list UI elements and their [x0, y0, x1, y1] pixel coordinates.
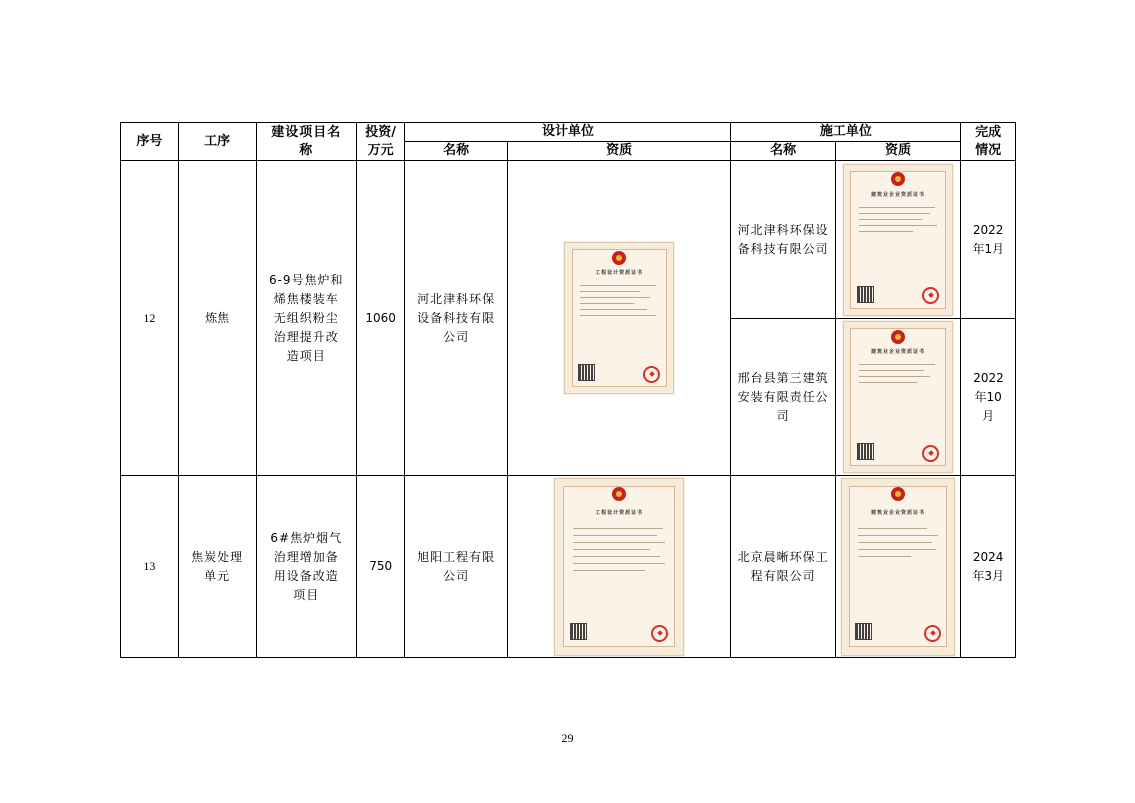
- header-investment-text: 投资/万元: [365, 124, 397, 158]
- page-number: 29: [561, 731, 574, 745]
- official-seal-icon: [922, 287, 939, 304]
- national-emblem-icon: [891, 330, 905, 344]
- row13-design-name: [405, 476, 507, 658]
- qr-code-icon: [578, 364, 595, 381]
- row13-process-text: 焦炭处理单元: [191, 549, 244, 583]
- row12-contractor2-qualification: [835, 319, 961, 476]
- header-construction-qualification: 资质: [835, 142, 961, 161]
- row12-contractor1-completion-text: 2022年1月: [972, 222, 1004, 256]
- table-row: [121, 476, 1016, 658]
- row12-project: [256, 161, 356, 476]
- row13-project: [256, 476, 356, 658]
- row13-design-name-text: 旭阳工程有限公司: [417, 549, 496, 583]
- table-row: [121, 161, 1016, 319]
- certificate-title: 工程设计资质证书: [595, 510, 644, 517]
- row12-contractor2-name-text: 邢台县第三建筑安装有限责任公司: [737, 370, 829, 423]
- header-process: 工序: [178, 123, 256, 161]
- header-design-unit: 设计单位: [405, 123, 731, 142]
- row13-contractor-name-text: 北京晨晰环保工程有限公司: [737, 549, 829, 583]
- contractor-certificate-image: [843, 321, 953, 473]
- row12-contractor2-completion: [961, 319, 1016, 476]
- design-certificate-image: [564, 242, 674, 394]
- project-table: [120, 122, 1016, 658]
- row13-contractor-name: [731, 476, 835, 658]
- header-row-1: [121, 123, 1016, 142]
- row12-design-name: [405, 161, 507, 476]
- official-seal-icon: [924, 625, 941, 642]
- row12-seq: 12: [121, 161, 179, 476]
- row12-process: 炼焦: [178, 161, 256, 476]
- row12-contractor2-name: [731, 319, 835, 476]
- header-design-qualification: 资质: [507, 142, 731, 161]
- row12-contractor2-completion-text: 2022年10月: [973, 370, 1004, 423]
- official-seal-icon: [643, 366, 660, 383]
- national-emblem-icon: [612, 251, 626, 265]
- qr-code-icon: [570, 623, 587, 640]
- row13-process: [178, 476, 256, 658]
- qr-code-icon: [857, 286, 874, 303]
- header-completion-text: 完成情况: [975, 124, 1002, 158]
- header-completion: [961, 123, 1016, 161]
- contractor-certificate-image: [841, 478, 955, 656]
- design-certificate-image: [554, 478, 684, 656]
- header-design-name: 名称: [405, 142, 507, 161]
- header-construction-name: 名称: [731, 142, 835, 161]
- header-investment: [356, 123, 405, 161]
- row13-contractor-qualification: [835, 476, 961, 658]
- header-seq: 序号: [121, 123, 179, 161]
- qr-code-icon: [857, 443, 874, 460]
- row12-design-qualification: [507, 161, 731, 476]
- row13-seq: 13: [121, 476, 179, 658]
- certificate-title: 工程设计资质证书: [595, 270, 644, 276]
- row12-design-name-text: 河北津科环保设备科技有限公司: [417, 291, 496, 344]
- certificate-title: 建筑业企业资质证书: [870, 510, 925, 517]
- row12-contractor1-completion: [961, 161, 1016, 319]
- national-emblem-icon: [891, 172, 905, 186]
- row13-contractor-completion-text: 2024年3月: [972, 549, 1004, 583]
- header-project-name-text: 建设项目名称: [271, 124, 342, 158]
- row13-investment: 750: [356, 476, 405, 658]
- contractor-certificate-image: [843, 164, 953, 316]
- row12-investment: 1060: [356, 161, 405, 476]
- certificate-title: 建筑业企业资质证书: [870, 349, 925, 355]
- row13-design-qualification: [507, 476, 731, 658]
- row12-contractor1-qualification: [835, 161, 961, 319]
- certificate-title: 建筑业企业资质证书: [870, 191, 925, 198]
- row13-contractor-completion: [961, 476, 1016, 658]
- header-project-name: [256, 123, 356, 161]
- qr-code-icon: [855, 623, 872, 640]
- official-seal-icon: [922, 445, 939, 462]
- row12-contractor1-name-text: 河北津科环保设备科技有限公司: [737, 222, 829, 256]
- row12-contractor1-name: [731, 161, 835, 319]
- official-seal-icon: [651, 625, 668, 642]
- row13-project-text: 6#焦炉烟气治理增加备用设备改造项目: [270, 530, 343, 602]
- row12-project-text: 6-9号焦炉和烯焦楼装车无组织粉尘治理提升改造项目: [268, 272, 344, 363]
- header-construction-unit: 施工单位: [731, 123, 961, 142]
